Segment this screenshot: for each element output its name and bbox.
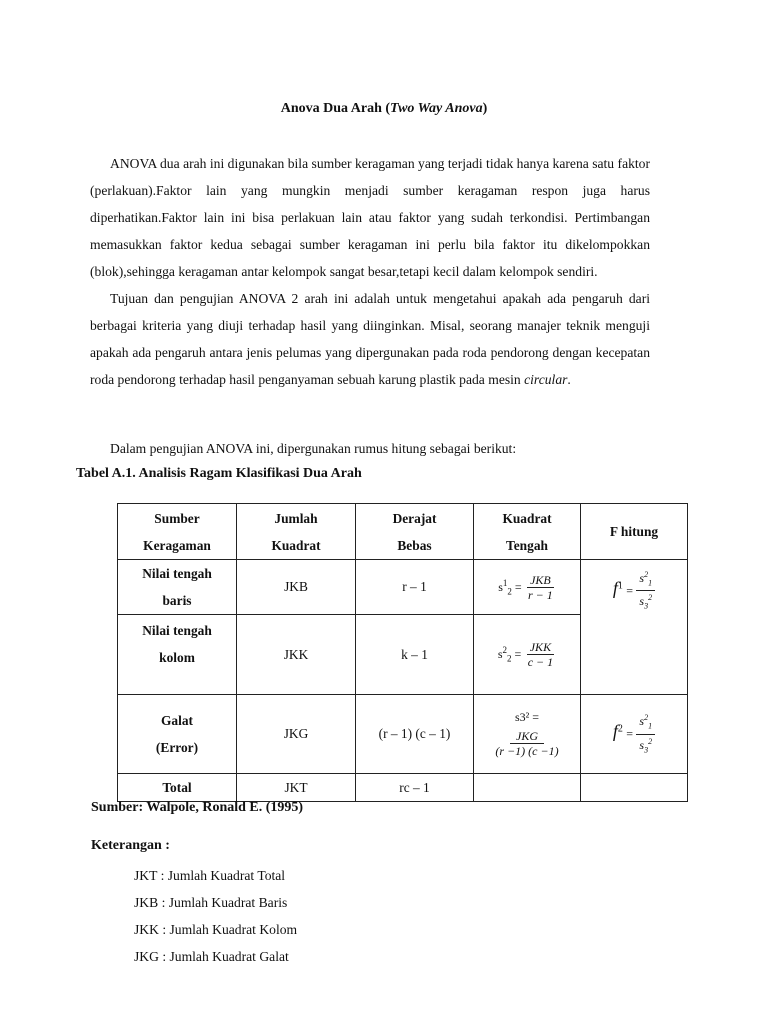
header-f: F hitung xyxy=(581,504,688,560)
row-ms: $s^2_2$ = $\frac{\text{JKK}}{c - 1}$ xyxy=(474,615,581,695)
list-item: JKB : Jumlah Kuadrat Baris xyxy=(134,895,288,910)
row-ss: JKK xyxy=(237,615,356,695)
paragraph-purpose-text: Tujuan dan pengujian ANOVA 2 arah ini adalah untuk mengetahui apakah ada pengaruh dari berbagai kriteria yang diuji terhadap hasil yang diinginkan. Misal, seorang manajer teknik menguji apakah ada pengaruh antara jenis pelumas yang dipergunakan pada roda pendorong dengan kecepatan roda pendorong terhadap hasil penganyaman sebuah karung plastik pada mesin xyxy=(90,291,650,387)
header-df: Derajat Bebas xyxy=(356,504,474,560)
row-ms: s3² = $\frac{\text{JKG}}{(r -1) (c -1)}$ xyxy=(474,695,581,774)
title-close: ) xyxy=(482,101,488,116)
header-ms: Kuadrat Tengah xyxy=(474,504,581,560)
table-caption: Tabel A.1. Analisis Ragam Klasifikasi Dua Arah xyxy=(76,466,362,481)
row-ss: JKB xyxy=(237,560,356,615)
anova-table xyxy=(117,503,688,802)
row-ss: JKG xyxy=(237,695,356,774)
row-label: Galat (Error) xyxy=(118,695,237,774)
page-title xyxy=(0,101,768,117)
f-value-2: $f^2$ = $\frac{s^2_1}{s_3^2}$ xyxy=(581,695,688,774)
table-row xyxy=(118,560,688,615)
paragraph-purpose xyxy=(90,285,650,393)
row-label: Nilai tengah kolom xyxy=(118,615,237,695)
row-f xyxy=(581,774,688,802)
list-item: JKG : Jumlah Kuadrat Galat xyxy=(134,949,289,964)
list-item: JKK : Jumlah Kuadrat Kolom xyxy=(134,922,298,937)
table-row xyxy=(118,774,688,802)
row-ss: JKT xyxy=(237,774,356,802)
row-df: r – 1 xyxy=(356,560,474,615)
row-df: (r – 1) (c – 1) xyxy=(356,695,474,774)
paragraph-purpose-italic: circular xyxy=(524,372,568,387)
notes-heading: Keterangan : xyxy=(91,838,170,853)
title-italic: Two Way Anova xyxy=(390,101,483,116)
row-df: rc – 1 xyxy=(356,774,474,802)
paragraph-formula-intro-text: Dalam pengujian ANOVA ini, dipergunakan rumus hitung sebagai berikut: xyxy=(110,441,517,456)
list-item: JKT : Jumlah Kuadrat Total xyxy=(134,868,286,883)
row-label: Nilai tengah baris xyxy=(118,560,237,615)
header-ss: Jumlah Kuadrat xyxy=(237,504,356,560)
paragraph-purpose-end: . xyxy=(567,372,571,387)
table-source: Sumber: Walpole, Ronald E. (1995) xyxy=(91,800,304,815)
row-label: Total xyxy=(118,774,237,802)
f-value-1: $f^1$ = $\frac{s^2_1}{s_3^2}$ xyxy=(581,560,688,695)
notes-list xyxy=(134,862,297,970)
table-row xyxy=(118,695,688,774)
title-text: Anova Dua Arah ( xyxy=(280,101,391,116)
row-ms: $s^1_2$ = $\frac{\text{JKB}}{r - 1}$ xyxy=(474,560,581,615)
header-source: Sumber Keragaman xyxy=(118,504,237,560)
paragraph-intro-text: ANOVA dua arah ini digunakan bila sumber keragaman yang terjadi tidak hanya karena satu faktor (perlakuan).Faktor lain yang mungkin menjadi sumber keragaman respon juga harus diperhatikan.Faktor lain ini bisa perlakuan lain atau faktor yang sudah terkondisi. Pertimbangan memasukkan faktor kedua sebagai sumber keragaman ini perlu bila faktor itu dikelompokkan (blok),sehingga keragaman antar kelompok sangat besar,tetapi kecil dalam kelompok sendiri. xyxy=(90,156,650,279)
row-ms xyxy=(474,774,581,802)
paragraph-intro xyxy=(90,150,650,285)
paragraph-formula-intro xyxy=(90,435,650,462)
table-header-row xyxy=(118,504,688,560)
row-df: k – 1 xyxy=(356,615,474,695)
